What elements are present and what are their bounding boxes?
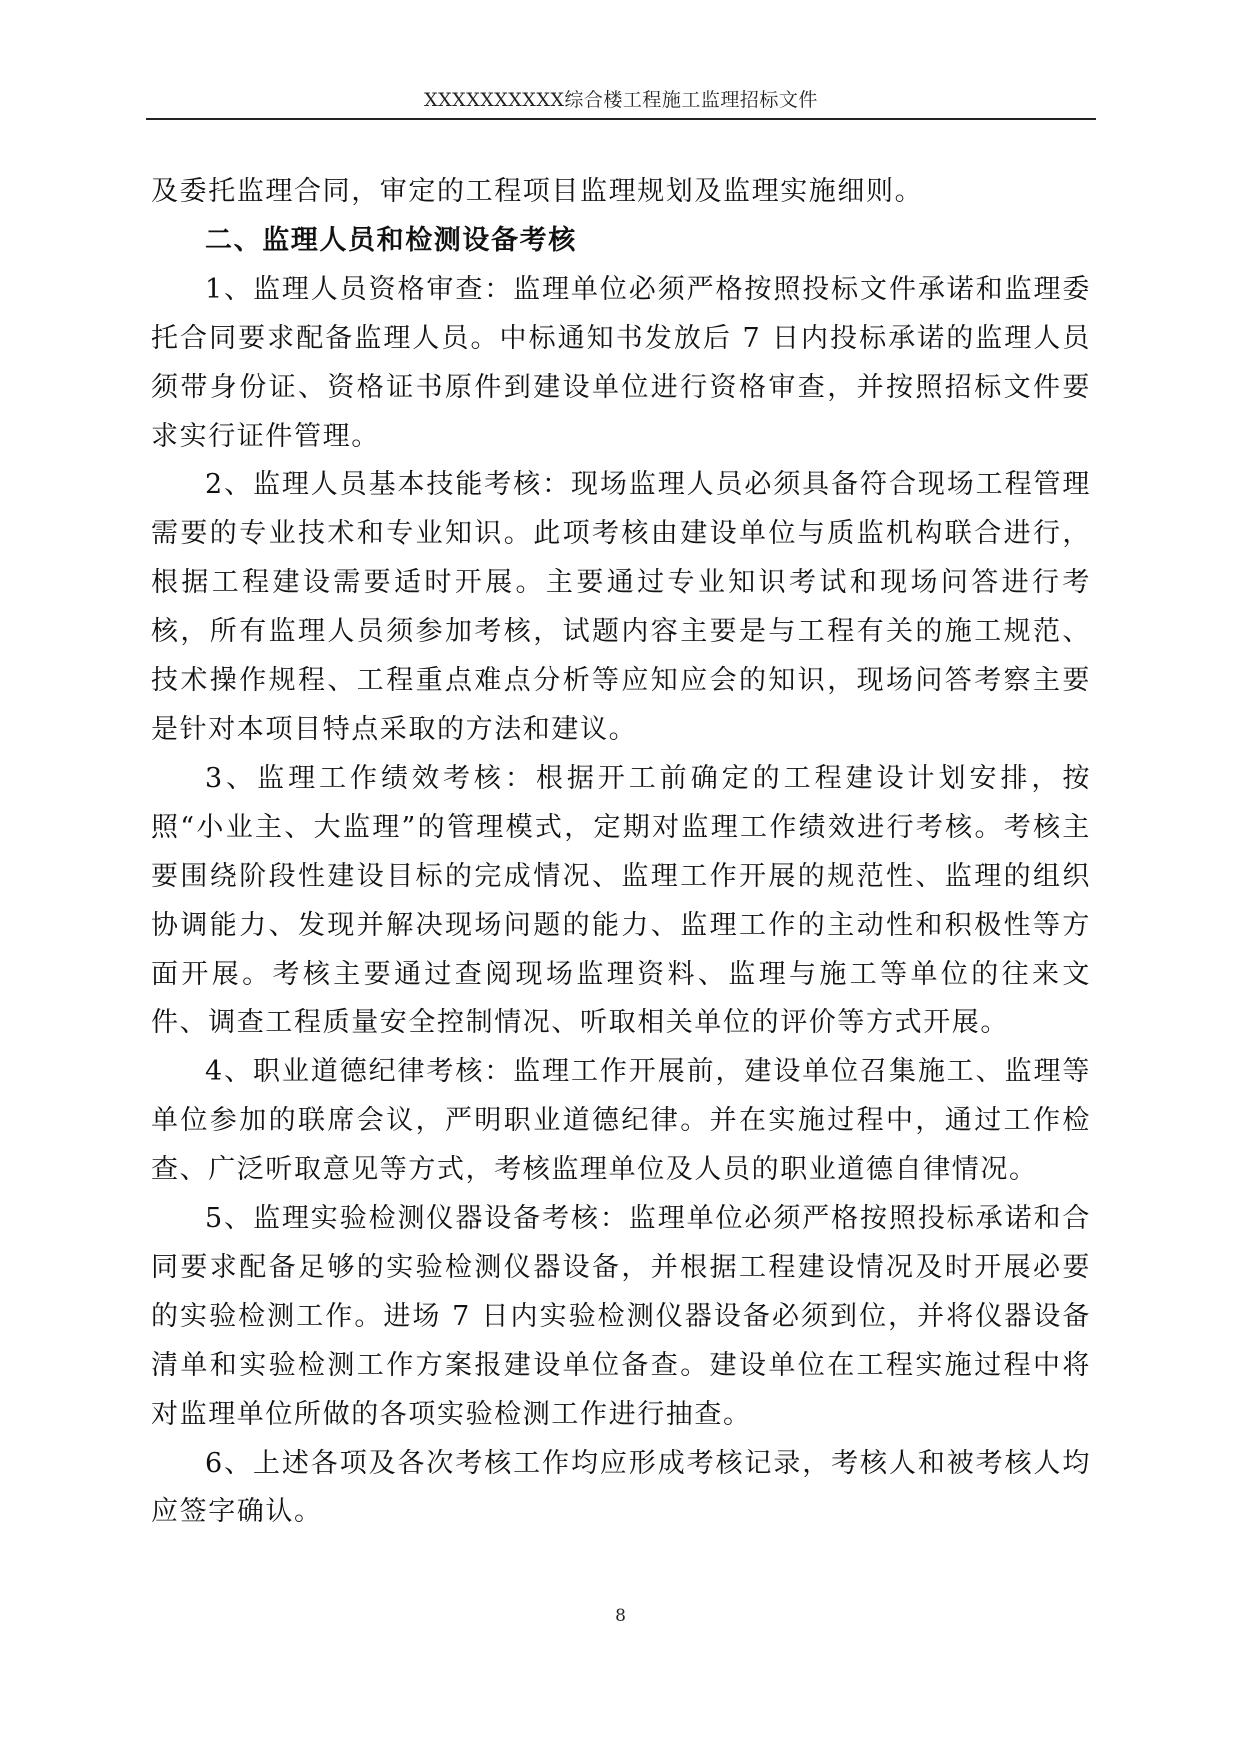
section-heading: 二、监理人员和检测设备考核 [205, 224, 577, 256]
paragraph-assessment-records: 6、上述各项及各次考核工作均应形成考核记录，考核人和被考核人均应签字确认。 [151, 1447, 1091, 1528]
paragraph-personnel-qualification: 1、监理人员资格审查：监理单位必须严格按照投标文件承诺和监理委托合同要求配备监理人员。中标通知书发放后 7 日内投标承诺的监理人员须带身份证、资格证书原件到建设单位进行资格审查，并按照招标文件要求实行证件管理。 [151, 273, 1091, 452]
page-number: 8 [615, 1606, 626, 1626]
document-body [151, 168, 1091, 1537]
page-header-title: XXXXXXXXXX综合楼工程施工监理招标文件 [424, 89, 818, 111]
paragraph-equipment-assessment: 5、监理实验检测仪器设备考核：监理单位必须严格按照投标承诺和合同要求配备足够的实验检测仪器设备，并根据工程建设情况及时开展必要的实验检测工作。进场 7 日内实验检测仪器设备必须到位，并将仪器设备清单和实验检测工作方案报建设单位备查。建设单位在工程实施过程中将对监理单位所做的各项实验检测工作进行抽查。 [151, 1203, 1091, 1430]
continuation-paragraph: 及委托监理合同，审定的工程项目监理规划及监理实施细则。 [151, 176, 924, 207]
paragraph-performance-assessment: 3、监理工作绩效考核：根据开工前确定的工程建设计划安排，按照“小业主、大监理”的管理模式，定期对监理工作绩效进行考核。考核主要围绕阶段性建设目标的完成情况、监理工作开展的规范性、监理的组织协调能力、发现并解决现场问题的能力、监理工作的主动性和积极性等方面开展。考核主要通过查阅现场监理资料、监理与施工等单位的往来文件、调查工程质量安全控制情况、听取相关单位的评价等方式开展。 [151, 762, 1091, 1039]
header-divider [146, 118, 1096, 120]
paragraph-ethics-assessment: 4、职业道德纪律考核：监理工作开展前，建设单位召集施工、监理等单位参加的联席会议，严明职业道德纪律。并在实施过程中，通过工作检查、广泛听取意见等方式，考核监理单位及人员的职业道德自律情况。 [151, 1056, 1091, 1186]
paragraph-skills-assessment: 2、监理人员基本技能考核：现场监理人员必须具备符合现场工程管理需要的专业技术和专业知识。此项考核由建设单位与质监机构联合进行，根据工程建设需要适时开展。主要通过专业知识考试和现场问答进行考核，所有监理人员须参加考核，试题内容主要是与工程有关的施工规范、技术操作规程、工程重点难点分析等应知应会的知识，现场问答考察主要是针对本项目特点采取的方法和建议。 [151, 469, 1091, 745]
